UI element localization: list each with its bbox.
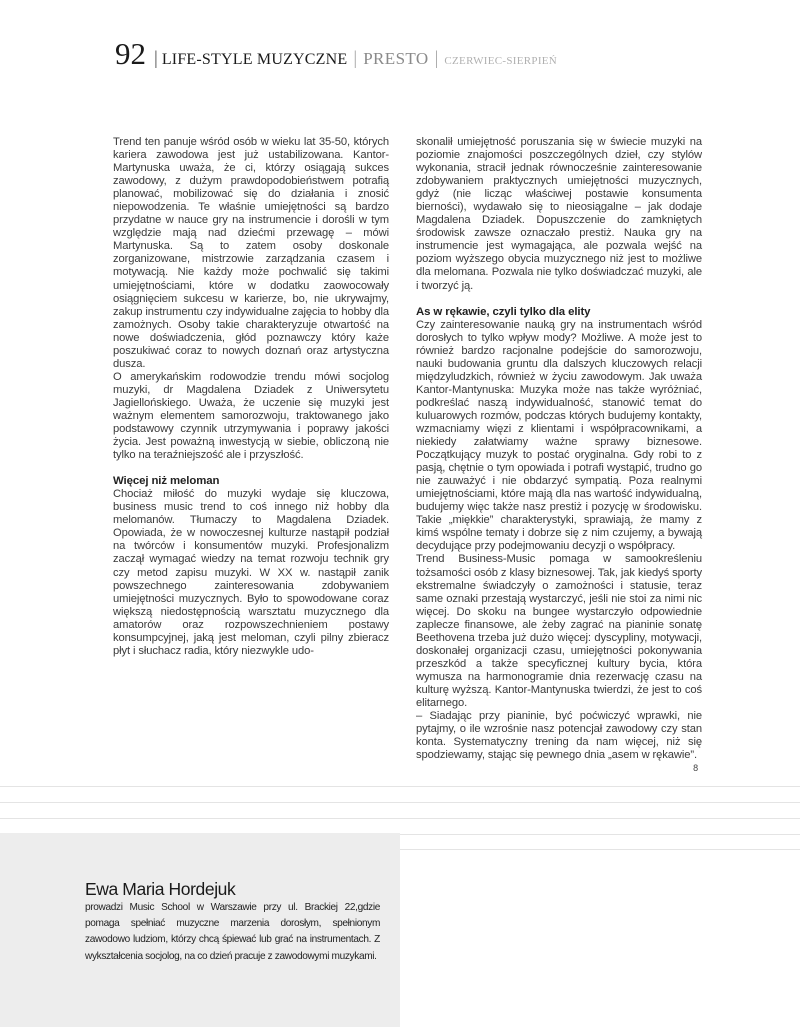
- end-of-article-mark: 8: [693, 763, 698, 774]
- author-bio-text: prowadzi Music School w Warszawie przy ul. Brackiej 22,gdzie pomaga spełniać muzyczne marzenia dorosłym, spełnionym zawodowo ludziom, którzy chcą śpiewać lub grać na instrumentach. Z wykształcenia socjolog, na co dzień pracuje z zawodowymi muzykami.: [85, 902, 380, 962]
- magazine-name: PRESTO: [363, 49, 429, 68]
- issue-date: CZERWIEC-SIERPIEŃ: [444, 55, 558, 67]
- staff-line: [0, 818, 800, 819]
- header-separator: |: [353, 48, 358, 69]
- staff-line: [0, 802, 800, 803]
- header-separator: |: [154, 48, 158, 69]
- author-name: Ewa Maria Hordejuk: [85, 879, 236, 899]
- subheading: As w rękawie, czyli tylko dla elity: [416, 305, 591, 318]
- section-title: LIFE-STYLE MUZYCZNE: [161, 51, 348, 68]
- paragraph: Trend ten panuje wśród osób w wieku lat 35-50, których kariera zawodowa jest już ustabilizowana. Kantor-Martynuska uważa, że ci, którzy osiągają sukces zawodowy, z dużym prawdopodobieństwem potrafią planować, mobilizować się do działania i znosić niepowodzenia. Te właśnie umiejętności są bardzo przydatne w nauce gry na instrumencie i dorośli w tym względzie mają nad dziećmi przewagę – mówi Martynuska. Są to zatem osoby doskonale zorganizowane, mistrzowie zarządzania czasem i motywacją. Nie każdy może pochwalić się takimi umiejętnościami, które w dodatku zaowocowały osiągnięciem sukcesu w karierze, bo, nie ukrywajmy, zakup instrumentu czy indywidualne zajęcia to hobby dla zamożnych. Osoby takie charakteryzuje otwartość na nowe doświadczenia, głód poznawczy który każe poszukiwać coraz to nowych doznań oraz artystyczna dusza.: [113, 136, 389, 370]
- page-number: 92: [115, 36, 146, 71]
- staff-line: [0, 786, 800, 787]
- article-column-2: [416, 136, 702, 775]
- paragraph-text: – Siadając przy pianinie, być poćwiczyć wprawki, nie pytajmy, o ile wzrośnie nasz potencjał zawodowy czy stan konta. Systematyczny trening da nam więcej, niż się spodziewamy, stając się pewnego dnia „asem w rękawie”.: [416, 710, 702, 762]
- subheading: Więcej niż meloman: [113, 475, 220, 488]
- article-column-1: [113, 136, 389, 658]
- page-header: [115, 36, 557, 70]
- paragraph: skonalił umiejętność poruszania się w świecie muzyki na poziomie znajomości poszczególnych dzieł, czy stylów wykonania, stracił jednak równocześnie zainteresowanie zdobywaniem praktycznych umiejętności muzycznych, gdyż (nie licząc właściwej postawie konsumenta bierności), wydawało się to nieosiągalne – jak dodaje Magdalena Dziadek. Dopuszczenie do zamkniętych środowisk zawsze oznaczało prestiż. Nauka gry na instrumencie jest wymagająca, ale pozwala wejść na poziom wyższego obycia muzycznego niż jest to możliwe dla melomana. Pozwala nie tylko doświadczać muzyki, ale i tworzyć ją.: [416, 136, 702, 292]
- paragraph: [416, 710, 702, 774]
- paragraph: Czy zainteresowanie nauką gry na instrumentach wśród dorosłych to tylko wpływ mody? Możliwe. A może jest to również bardzo racjonalne podejście do samorozwoju, nauki budowania gruntu dla dalszych kluczowych relacji międzyludzkich, również w życiu zawodowym. Jak uważa Kantor-Mantynuska: Muzyka może nas także wyróżniać, podkreślać naszą indywidualność, stanowić temat do kuluarowych rozmów, podczas których budujemy kontakty, wzmacniamy więzi z klientami i współpracownikami, a niekiedy załatwiamy ważne sprawy biznesowe. Początkujący muzyk to postać oryginalna. Gdy robi to z pasją, chętnie o tym opowiada i potrafi wystąpić, trudno go nie zauważyć i nie obdarzyć sympatią. Poza realnymi umiejętnościami, które mają dla nas wartość indywidualną, budujemy więc także nasz prestiż i pozycję w środowisku. Takie „miękkie” charakterystyki, sprawiają, że mamy z kimś wspólne tematy i dobrze się z nim czujemy, a bywają decydujące przy podejmowaniu decyzji o współpracy.: [416, 318, 702, 553]
- header-separator: |: [434, 48, 439, 69]
- paragraph: Trend Business-Music pomaga w samookreśleniu tożsamości osób z klasy biznesowej. Tak, jak kiedyś sporty ekstremalne świadczyły o zamożności i statusie, teraz same oznaki przestają wystarczyć, jeśli nie stoi za nimi nic więcej. Do skoku na bungee wystarczyło odpowiednie zaplecze finansowe, ale żeby zagrać na pianinie sonatę Beethovena trzeba już dużo więcej: dyscypliny, motywacji, doskonałej organizacji czasu, umiejętności pokonywania przeszkód a także specyficznej kultury bycia, która wymusza na harmonogramie dnia rezerwację czasu na kulturę wyższą. Kantor-Mantynuska twierdzi, że jest to coś elitarnego.: [416, 553, 702, 709]
- paragraph: Chociaż miłość do muzyki wydaje się kluczowa, business music trend to coś innego niż hobby dla melomanów. Tłumaczy to Magdalena Dziadek. Opowiada, że w nowoczesnej kulturze nastąpił podział na twórców i konsumentów muzyki. Profesjonalizm zaczął wymagać wiedzy na temat rozwoju technik gry czy metod zapisu muzyki. W XX w. nastąpił zanik powszechnego zainteresowania zdobywaniem umiejętności muzycznych. Było to spowodowane coraz większą niedostępnością warsztatu muzycznego dla amatorów oraz rozpowszechnieniem postawy konsumpcyjnej, jaką jest meloman, czyli pilny zbieracz płyt i słuchacz radia, który niezwykle udo-: [113, 488, 389, 657]
- paragraph: O amerykańskim rodowodzie trendu mówi socjolog muzyki, dr Magdalena Dziadek z Uniwersytetu Jagiellońskiego. Uważa, że uczenie się muzyki jest ważnym elementem samorozwoju, traktowanego jako podstawowy czynnik utrzymywania i poprawy jakości życia. Jest poważną inwestycją w siebie, obliczoną nie tylko na teraźniejszość ale i przyszłość.: [113, 370, 389, 462]
